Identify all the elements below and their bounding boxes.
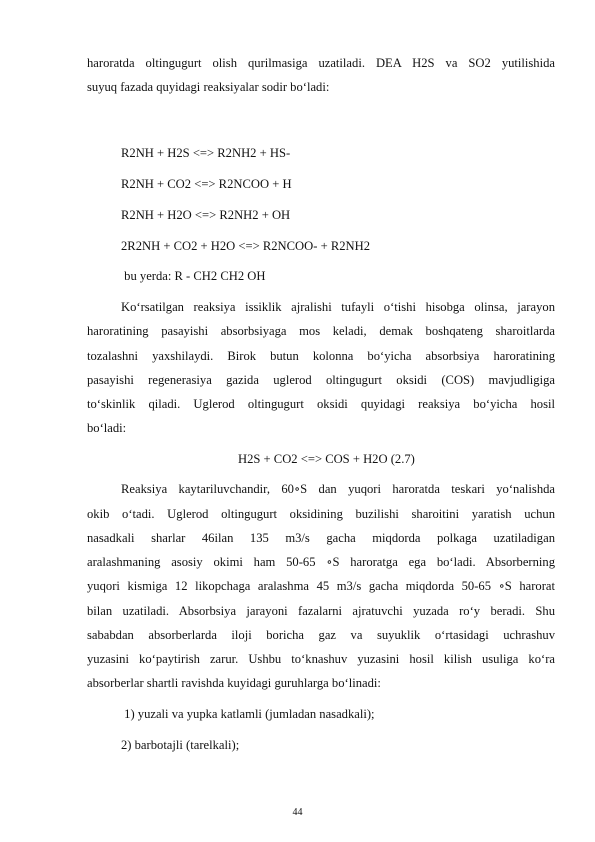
where-r-definition: bu yerda: R - CH2 CH2 OH	[121, 269, 266, 283]
paragraph-1-line-1: haroratda oltingugurt olish qurilmasiga uzatiladi. DEA H2S va SO2 yutilishida	[87, 56, 555, 70]
equation-2-7: H2S + CO2 <=> COS + H2O (2.7)	[238, 452, 415, 466]
reaction-3: R2NH + H2O <=> R2NH2 + OH	[121, 208, 291, 222]
reaction-2: R2NH + CO2 <=> R2NCOO + H	[121, 177, 292, 191]
paragraph-2-line-6: bo‘ladi:	[87, 421, 127, 435]
paragraph-3-line-2: okib o‘tadi. Uglerod oltingugurt oksidining buzilishi sharoitini yaratish uchun	[87, 507, 555, 521]
paragraph-2-line-1: Ko‘rsatilgan reaksiya issiklik ajralishi tufayli o‘tishi hisobga olinsa, jarayon	[121, 300, 555, 314]
reaction-4: 2R2NH + CO2 + H2O <=> R2NCOO- + R2NH2	[121, 239, 371, 253]
page-number: 44	[292, 807, 303, 818]
paragraph-3-line-6: bilan uzatiladi. Absorbsiya jarayoni fazalarni ajratuvchi yuzada ro‘y beradi. Shu	[87, 604, 555, 618]
paragraph-3-line-3: nasadkali sharlar 46ilan 135 m3/s gacha miqdorda polkaga uzatiladigan	[87, 531, 555, 545]
paragraph-3-line-8: yuzasini ko‘paytirish zarur. Ushbu to‘knashuv yuzasini hosil kilish usuliga ko‘ra	[87, 652, 555, 666]
paragraph-1-line-2: suyuq fazada quyidagi reaksiyalar sodir bo‘ladi:	[87, 80, 330, 94]
paragraph-2-line-5: to‘skinlik qiladi. Uglerod oltingugurt oksidi quyidagi reaksiya bo‘yicha hosil	[87, 397, 555, 411]
paragraph-2-line-4: pasayishi regenerasiya gazida uglerod oltingugurt oksidi (COS) mavjudligiga	[87, 373, 555, 387]
list-item-2: 2) barbotajli (tarelkali);	[121, 738, 240, 752]
paragraph-2-line-3: tozalashni yaxshilaydi. Birok butun kolonna bo‘yicha absorbsiya haroratining	[87, 349, 555, 363]
list-item-1: 1) yuzali va yupka katlamli (jumladan nasadkali);	[121, 707, 375, 721]
paragraph-3-line-5: yuqori kismiga 12 likopchaga aralashma 45 m3/s gacha miqdorda 50-65 ∘S harorat	[87, 579, 555, 593]
paragraph-3-line-4: aralashmaning asosiy okimi ham 50-65 ∘S haroratga ega bo‘ladi. Absorberning	[87, 555, 555, 569]
paragraph-3-line-1: Reaksiya kaytariluvchandir, 60∘S dan yuqori haroratda teskari yo‘nalishda	[121, 482, 555, 496]
paragraph-3-line-7: sababdan absorberlarda iloji boricha gaz va suyuklik o‘rtasidagi uchrashuv	[87, 628, 555, 642]
paragraph-2-line-2: haroratining pasayishi absorbsiyaga mos keladi, demak boshqateng sharoitlarda	[87, 324, 555, 338]
paragraph-3-line-9: absorberlar shartli ravishda kuyidagi guruhlarga bo‘linadi:	[87, 676, 381, 690]
reaction-1: R2NH + H2S <=> R2NH2 + HS-	[121, 146, 291, 160]
